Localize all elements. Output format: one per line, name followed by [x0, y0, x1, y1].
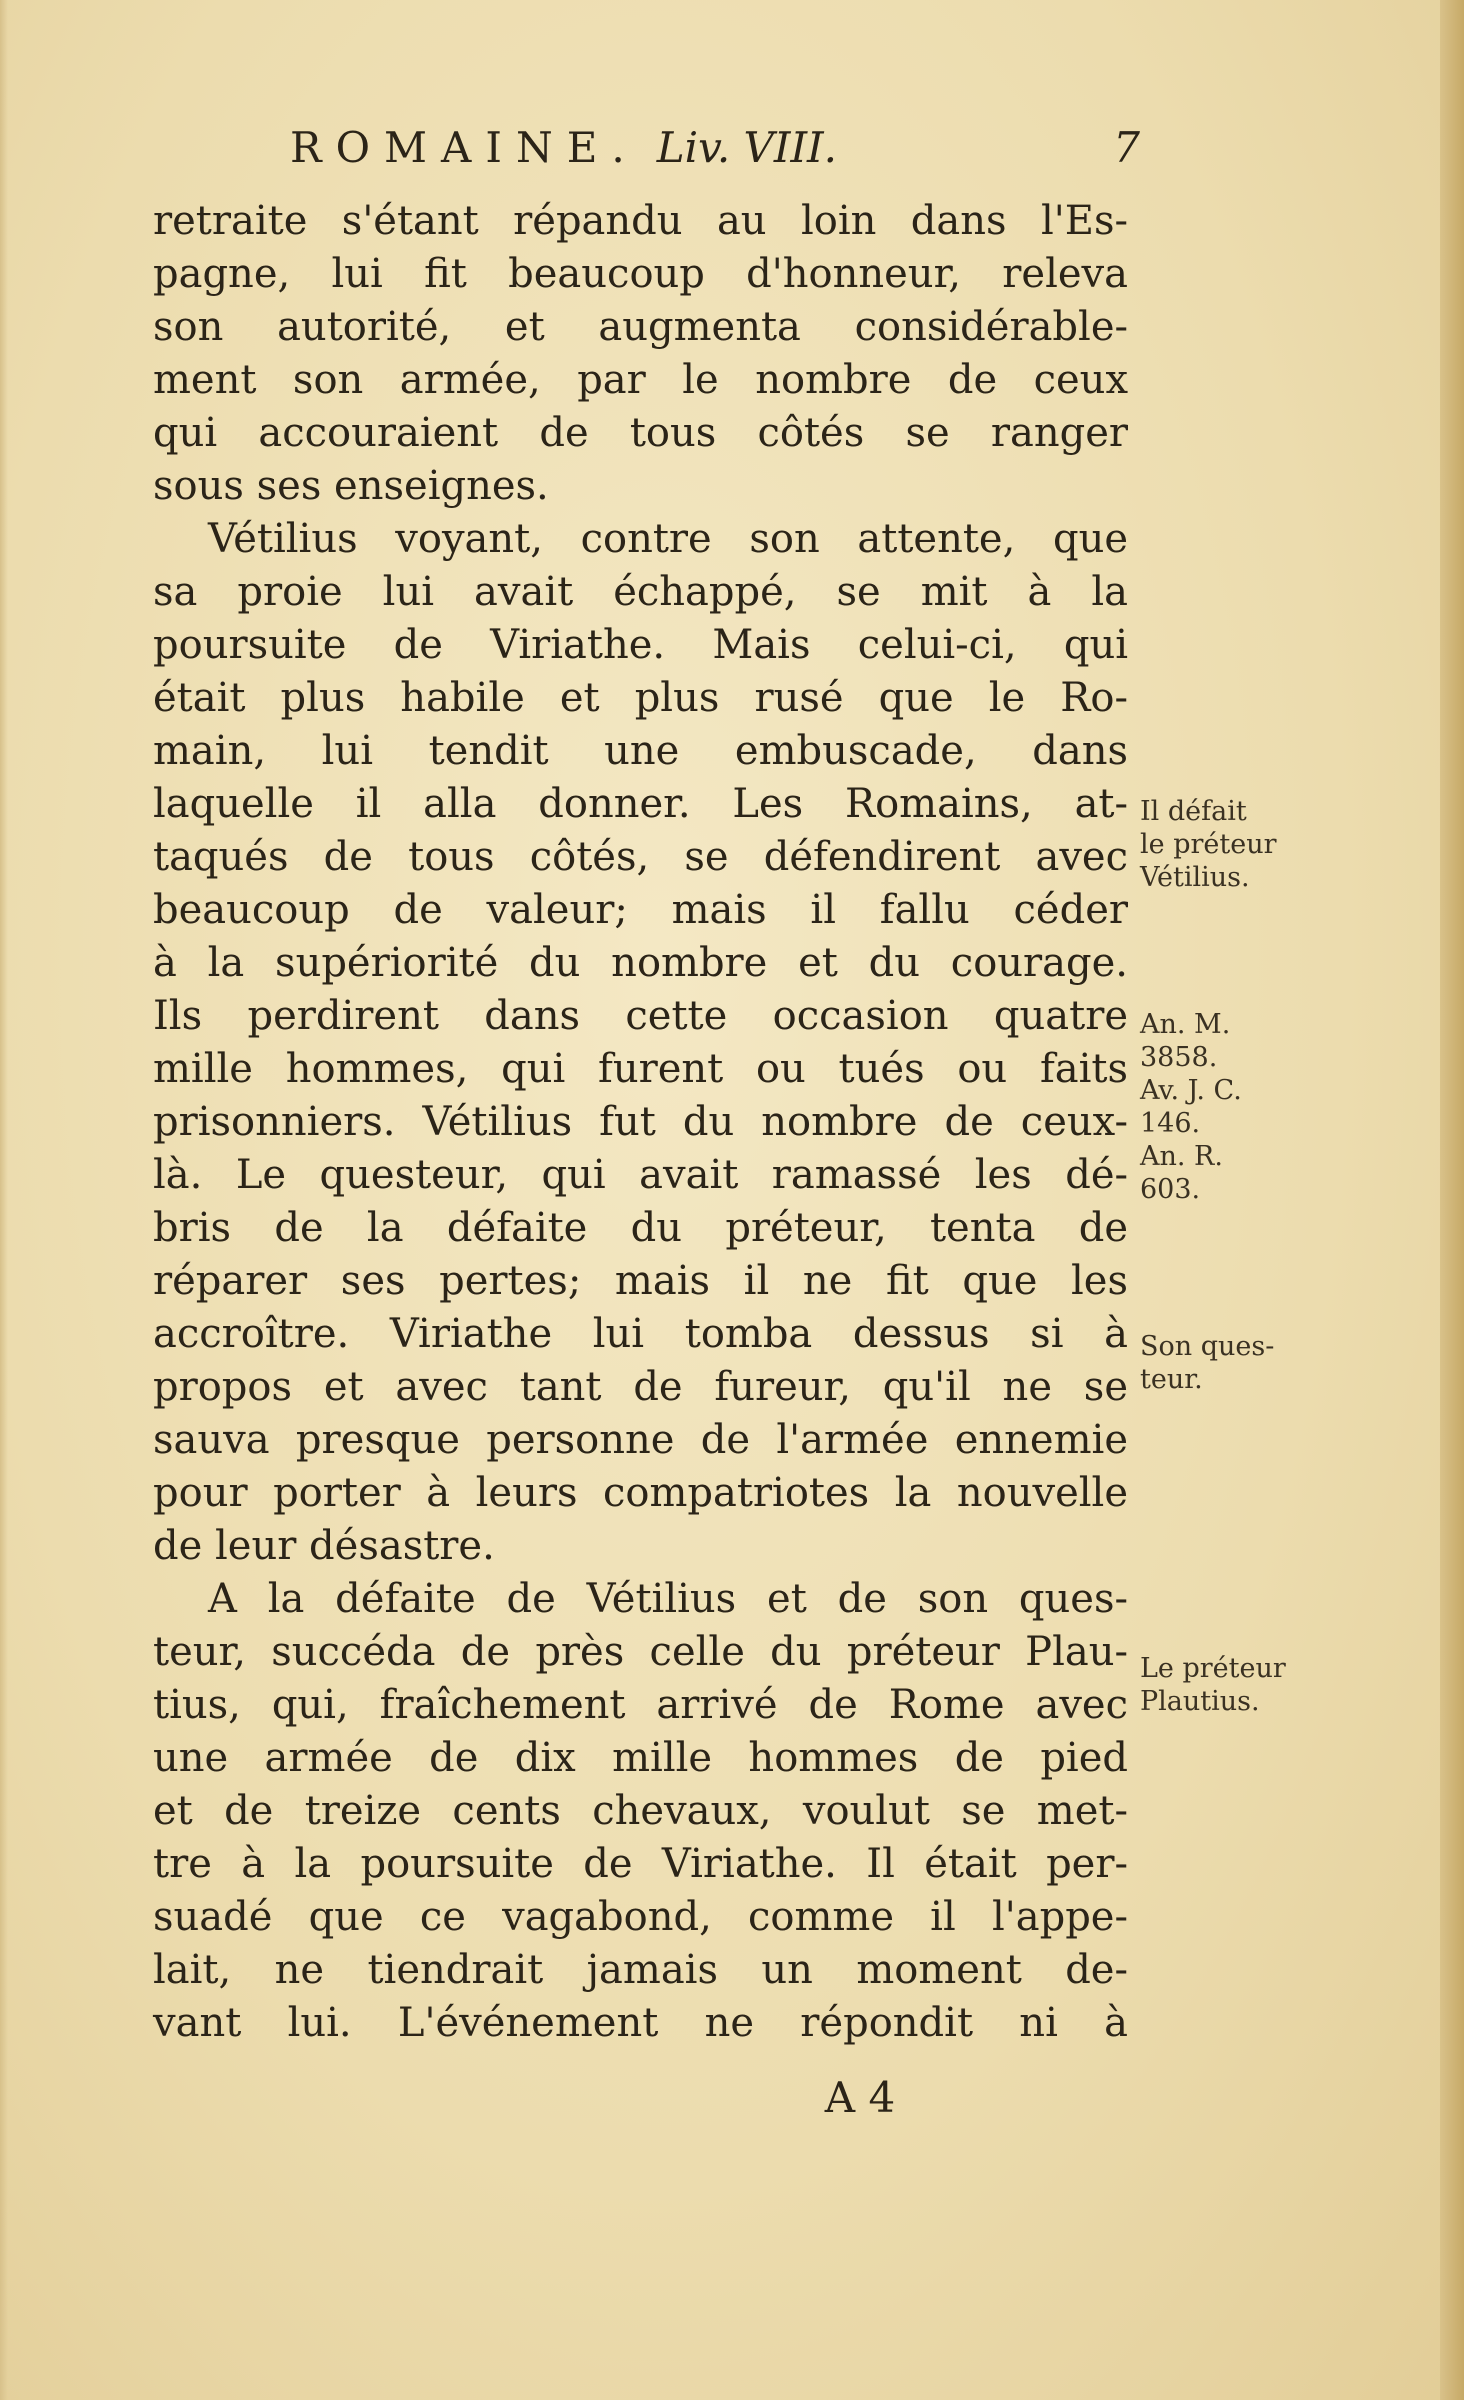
text-line: beaucoup de valeur; mais il fallu céder	[153, 887, 1128, 933]
marginal-note-plautius	[1140, 1652, 1320, 1718]
text-line: tius, qui, fraîchement arrivé de Rome avec	[153, 1682, 1128, 1728]
marginal-note-questeur	[1140, 1330, 1320, 1396]
text-line: qui accouraient de tous côtés se ranger	[153, 410, 1128, 456]
text-line: de leur désastre.	[153, 1523, 495, 1569]
text-line: sa proie lui avait échappé, se mit à la	[153, 569, 1128, 615]
text-line: Vétilius voyant, contre son attente, que	[208, 516, 1128, 562]
text-line: propos et avec tant de fureur, qu'il ne se	[153, 1364, 1128, 1410]
text-line: sauva presque personne de l'armée ennemie	[153, 1417, 1128, 1463]
marginal-note-line: Le préteur	[1140, 1653, 1286, 1684]
marginal-note-line: An. M.	[1140, 1009, 1231, 1040]
text-line: retraite s'étant répandu au loin dans l'Es-	[153, 198, 1128, 244]
text-line: laquelle il alla donner. Les Romains, at-	[153, 781, 1128, 827]
marginal-note-line: Plautius.	[1140, 1686, 1260, 1717]
text-line: bris de la défaite du préteur, tenta de	[153, 1205, 1128, 1251]
text-line: et de treize cents chevaux, voulut se met-	[153, 1788, 1128, 1834]
text-line: vant lui. L'événement ne répondit ni à	[153, 2000, 1128, 2046]
text-line: pour porter à leurs compatriotes la nouvelle	[153, 1470, 1128, 1516]
marginal-note-line: 603.	[1140, 1174, 1201, 1205]
text-line: teur, succéda de près celle du préteur Plau-	[153, 1629, 1128, 1675]
text-line: une armée de dix mille hommes de pied	[153, 1735, 1128, 1781]
page-number: 7	[1113, 123, 1140, 172]
text-line: son autorité, et augmenta considérable-	[153, 304, 1128, 350]
text-line: main, lui tendit une embuscade, dans	[153, 728, 1128, 774]
body-text	[153, 195, 1128, 2050]
text-line: mille hommes, qui furent ou tués ou faits	[153, 1046, 1128, 1092]
marginal-note-line: Il défait	[1140, 796, 1247, 827]
marginal-note-vetilius	[1140, 795, 1320, 894]
marginal-note-dates	[1140, 1008, 1320, 1206]
book-number: Liv. VIII.	[656, 123, 837, 172]
text-line: A la défaite de Vétilius et de son ques-	[208, 1576, 1128, 1622]
page-right-edge	[1440, 0, 1464, 2400]
text-line: lait, ne tiendrait jamais un moment de-	[153, 1947, 1128, 1993]
marginal-note-line: 3858.	[1140, 1042, 1218, 1073]
running-title: ROMAINE.	[290, 123, 639, 172]
text-line: réparer ses pertes; mais il ne fit que les	[153, 1258, 1128, 1304]
marginal-note-line: le préteur	[1140, 829, 1277, 860]
marginal-note-line: 146.	[1140, 1108, 1201, 1139]
text-line: pagne, lui fit beaucoup d'honneur, releva	[153, 251, 1128, 297]
signature-mark: A 4	[824, 2073, 896, 2122]
text-line: sous ses enseignes.	[153, 463, 549, 509]
text-line: poursuite de Viriathe. Mais celui-ci, qui	[153, 622, 1128, 668]
marginal-note-line: Son ques-	[1140, 1331, 1275, 1362]
marginal-note-line: teur.	[1140, 1364, 1203, 1395]
text-line: était plus habile et plus rusé que le Ro-	[153, 675, 1128, 721]
text-line: ment son armée, par le nombre de ceux	[153, 357, 1128, 403]
text-line: là. Le questeur, qui avait ramassé les dé-	[153, 1152, 1128, 1198]
marginal-note-line: An. R.	[1140, 1141, 1223, 1172]
text-line: Ils perdirent dans cette occasion quatre	[153, 993, 1128, 1039]
text-line: taqués de tous côtés, se défendirent avec	[153, 834, 1128, 880]
marginal-note-line: Av. J. C.	[1140, 1075, 1242, 1106]
text-line: tre à la poursuite de Viriathe. Il était per-	[153, 1841, 1128, 1887]
running-header	[290, 118, 1140, 178]
marginal-note-line: Vétilius.	[1140, 862, 1250, 893]
page-left-edge	[0, 0, 8, 2400]
text-line: à la supériorité du nombre et du courage.	[153, 940, 1128, 986]
text-line: accroître. Viriathe lui tomba dessus si à	[153, 1311, 1128, 1357]
text-line: suadé que ce vagabond, comme il l'appe-	[153, 1894, 1128, 1940]
text-line: prisonniers. Vétilius fut du nombre de ceux-	[153, 1099, 1128, 1145]
